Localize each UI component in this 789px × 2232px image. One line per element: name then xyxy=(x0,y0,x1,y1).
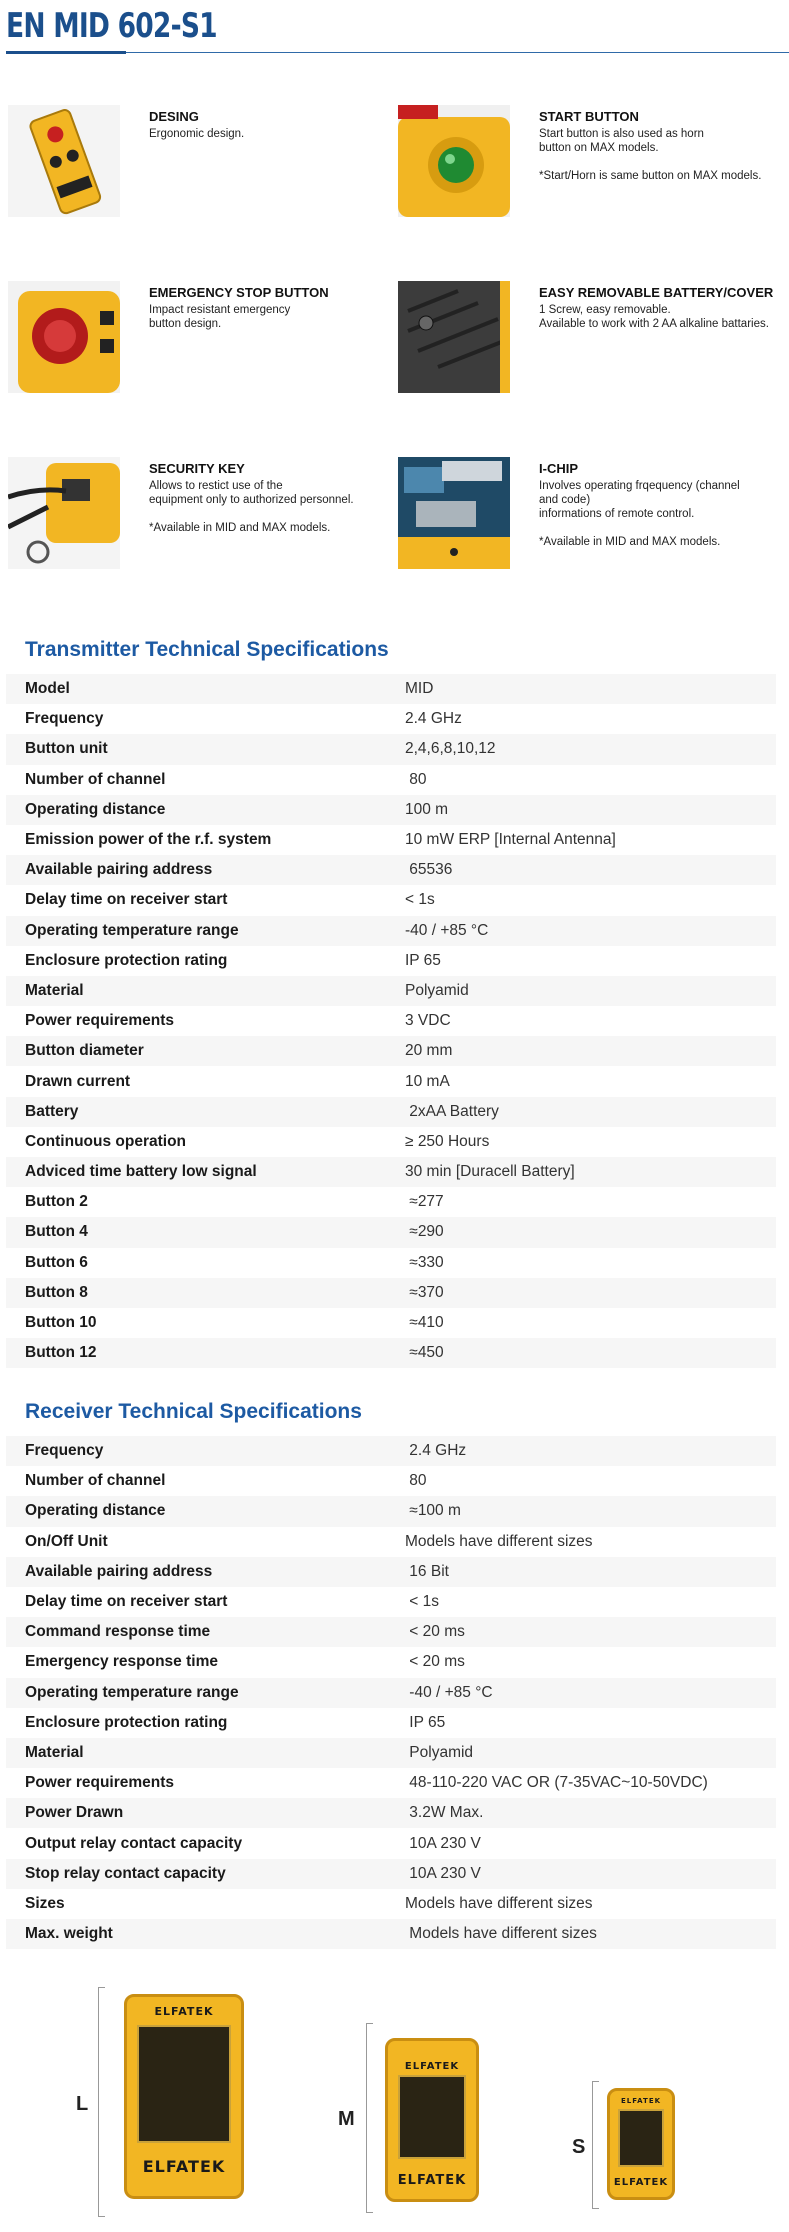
spec-value: -40 / +85 °C xyxy=(405,1683,493,1701)
box-brand: ELFATEK xyxy=(613,2177,669,2188)
spec-value: 3 VDC xyxy=(405,1012,451,1030)
spec-key: Frequency xyxy=(25,1442,104,1460)
box-brand: ELFATEK xyxy=(142,2157,226,2176)
receiver-box-large xyxy=(124,1994,244,2199)
spec-value: 10A 230 V xyxy=(405,1864,481,1882)
size-label-l: L xyxy=(76,2093,89,2115)
feature-description: Allows to restict use of the equipment only to authorized personnel. *Available in MID and MAX models. xyxy=(149,480,354,534)
spec-key: Power requirements xyxy=(25,1012,175,1030)
spec-row xyxy=(6,1708,776,1738)
spec-row xyxy=(6,1828,776,1858)
spec-row xyxy=(6,1678,776,1708)
spec-row xyxy=(6,1496,776,1526)
spec-key: Emission power of the r.f. system xyxy=(25,831,272,849)
feature-title: DESING xyxy=(149,109,199,124)
spec-value: MID xyxy=(405,680,434,698)
spec-key: Drawn current xyxy=(25,1072,131,1090)
spec-row xyxy=(6,1006,776,1036)
spec-row xyxy=(6,1036,776,1066)
spec-value: Polyamid xyxy=(405,981,469,999)
spec-key: Power requirements xyxy=(25,1774,175,1792)
spec-key: Operating temperature range xyxy=(25,921,239,939)
spec-key: Operating distance xyxy=(25,800,166,818)
spec-value: ≈410 xyxy=(405,1314,444,1332)
battery-cover-image xyxy=(398,281,510,393)
spec-value: Models have different sizes xyxy=(405,1532,593,1550)
spec-row xyxy=(6,765,776,795)
spec-value: ≈370 xyxy=(405,1283,444,1301)
size-label-s: S xyxy=(572,2136,586,2158)
spec-row xyxy=(6,1127,776,1157)
spec-row xyxy=(6,734,776,764)
transmitter-specs-title: Transmitter Technical Specifications xyxy=(25,638,389,661)
spec-key: On/Off Unit xyxy=(25,1532,108,1550)
spec-key: Button 8 xyxy=(25,1283,88,1301)
spec-key: Frequency xyxy=(25,710,104,728)
spec-key: Battery xyxy=(25,1102,79,1120)
spec-row xyxy=(6,1466,776,1496)
spec-value: 2.4 GHz xyxy=(405,1442,467,1460)
box-brand: ELFATEK xyxy=(397,2173,467,2188)
spec-value: 80 xyxy=(405,1472,427,1490)
spec-row xyxy=(6,1097,776,1127)
spec-row xyxy=(6,1217,776,1247)
spec-row xyxy=(6,1187,776,1217)
spec-value: IP 65 xyxy=(405,1713,446,1731)
spec-key: Available pairing address xyxy=(25,861,213,879)
size-bracket-l xyxy=(98,1987,105,2217)
spec-value: 48-110-220 VAC OR (7-35VAC~10-50VDC) xyxy=(405,1774,708,1792)
spec-value: < 20 ms xyxy=(405,1623,465,1641)
spec-value: 100 m xyxy=(405,800,449,818)
spec-key: Emergency response time xyxy=(25,1653,218,1671)
spec-row xyxy=(6,855,776,885)
spec-value: 16 Bit xyxy=(405,1562,449,1580)
spec-value: 10A 230 V xyxy=(405,1834,481,1852)
spec-value: 10 mA xyxy=(405,1072,450,1090)
feature-title: SECURITY KEY xyxy=(149,461,245,476)
spec-value: 10 mW ERP [Internal Antenna] xyxy=(405,831,616,849)
spec-key: Output relay contact capacity xyxy=(25,1834,243,1852)
spec-key: Delay time on receiver start xyxy=(25,891,228,909)
spec-key: Stop relay contact capacity xyxy=(25,1864,226,1882)
feature-description: Start button is also used as horn button on MAX models. *Start/Horn is same button on MAX models. xyxy=(539,128,762,182)
spec-key: Button 12 xyxy=(25,1344,97,1362)
box-label-panel xyxy=(137,2025,231,2143)
remote-control-image xyxy=(8,105,120,217)
header-divider-accent xyxy=(6,51,126,54)
transmitter-specs-table xyxy=(6,674,776,1368)
box-label-panel xyxy=(398,2075,466,2159)
spec-row xyxy=(6,1557,776,1587)
spec-key: Model xyxy=(25,680,70,698)
spec-key: Material xyxy=(25,1743,84,1761)
spec-value: ≈330 xyxy=(405,1253,444,1271)
feature-description: 1 Screw, easy removable. Available to work with 2 AA alkaline battaries. xyxy=(539,304,769,330)
spec-key: Adviced time battery low signal xyxy=(25,1163,257,1181)
emergency-stop-image xyxy=(8,281,120,393)
spec-row xyxy=(6,1338,776,1368)
spec-key: Button unit xyxy=(25,740,108,758)
start-button-image xyxy=(398,105,510,217)
security-key-image xyxy=(8,457,120,569)
spec-value: Models have different sizes xyxy=(405,1894,593,1912)
spec-key: Sizes xyxy=(25,1894,65,1912)
spec-row xyxy=(6,916,776,946)
feature-emergency-stop xyxy=(8,281,388,399)
spec-value: ≈450 xyxy=(405,1344,444,1362)
spec-row xyxy=(6,1278,776,1308)
spec-row xyxy=(6,1798,776,1828)
spec-row xyxy=(6,885,776,915)
spec-row xyxy=(6,1647,776,1677)
page-title: EN MID 602-S1 xyxy=(6,6,217,46)
box-top-brand: ELFATEK xyxy=(620,2097,662,2105)
spec-value: 2xAA Battery xyxy=(405,1102,499,1120)
spec-row xyxy=(6,1919,776,1949)
size-bracket-m xyxy=(366,2023,373,2213)
spec-key: Number of channel xyxy=(25,770,166,788)
receiver-specs-table xyxy=(6,1436,776,1949)
spec-key: Button 10 xyxy=(25,1314,97,1332)
feature-description: Impact resistant emergency button design. xyxy=(149,304,291,330)
spec-key: Button 2 xyxy=(25,1193,88,1211)
spec-row xyxy=(6,1527,776,1557)
size-bracket-s xyxy=(592,2081,599,2209)
feature-description: Involves operating frqequency (channel and code) informations of remote control. *Available in MID and MAX models. xyxy=(539,480,740,548)
spec-row xyxy=(6,1157,776,1187)
spec-value: 3.2W Max. xyxy=(405,1804,484,1822)
feature-title: EASY REMOVABLE BATTERY/COVER xyxy=(539,285,774,300)
spec-value: 20 mm xyxy=(405,1042,453,1060)
spec-row xyxy=(6,674,776,704)
spec-key: Command response time xyxy=(25,1623,211,1641)
spec-value: ≈290 xyxy=(405,1223,444,1241)
feature-title: START BUTTON xyxy=(539,109,639,124)
feature-start-button xyxy=(398,105,778,223)
receiver-box-medium xyxy=(385,2038,479,2202)
spec-key: Number of channel xyxy=(25,1472,166,1490)
feature-title: I-CHIP xyxy=(539,461,578,476)
spec-row xyxy=(6,704,776,734)
spec-key: Operating distance xyxy=(25,1502,166,1520)
spec-row xyxy=(6,1308,776,1338)
spec-value: < 20 ms xyxy=(405,1653,465,1671)
spec-row xyxy=(6,1436,776,1466)
spec-row xyxy=(6,825,776,855)
box-top-brand: ELFATEK xyxy=(404,2061,460,2072)
spec-value: 65536 xyxy=(405,861,453,879)
spec-key: Enclosure protection rating xyxy=(25,1713,228,1731)
spec-key: Max. weight xyxy=(25,1925,113,1943)
feature-desing xyxy=(8,105,388,223)
spec-row xyxy=(6,1248,776,1278)
spec-key: Power Drawn xyxy=(25,1804,124,1822)
spec-value: ≈277 xyxy=(405,1193,444,1211)
receiver-specs-title: Receiver Technical Specifications xyxy=(25,1400,362,1423)
spec-value: 80 xyxy=(405,770,427,788)
feature-description: Ergonomic design. xyxy=(149,128,245,140)
spec-value: ≥ 250 Hours xyxy=(405,1132,490,1150)
spec-value: IP 65 xyxy=(405,951,441,969)
spec-key: Button 4 xyxy=(25,1223,88,1241)
spec-row xyxy=(6,1768,776,1798)
box-top-brand: ELFATEK xyxy=(154,2005,214,2018)
spec-key: Button 6 xyxy=(25,1253,88,1271)
spec-row xyxy=(6,1738,776,1768)
spec-key: Operating temperature range xyxy=(25,1683,239,1701)
spec-value: 2.4 GHz xyxy=(405,710,462,728)
spec-key: Available pairing address xyxy=(25,1562,213,1580)
feature-security-key xyxy=(8,457,388,575)
spec-value: Models have different sizes xyxy=(405,1925,597,1943)
spec-row xyxy=(6,1066,776,1096)
spec-value: < 1s xyxy=(405,1593,440,1611)
size-label-m: M xyxy=(338,2108,355,2130)
spec-row xyxy=(6,795,776,825)
feature-title: EMERGENCY STOP BUTTON xyxy=(149,285,329,300)
spec-row xyxy=(6,1617,776,1647)
spec-row xyxy=(6,976,776,1006)
receiver-box-small xyxy=(607,2088,675,2200)
spec-value: 30 min [Duracell Battery] xyxy=(405,1163,575,1181)
i-chip-image xyxy=(398,457,510,569)
box-label-panel xyxy=(618,2109,664,2167)
spec-key: Delay time on receiver start xyxy=(25,1593,228,1611)
page-header xyxy=(0,0,789,60)
feature-battery-cover xyxy=(398,281,778,399)
spec-value: ≈100 m xyxy=(405,1502,461,1520)
spec-value: 2,4,6,8,10,12 xyxy=(405,740,496,758)
spec-key: Continuous operation xyxy=(25,1132,187,1150)
spec-value: Polyamid xyxy=(405,1743,474,1761)
spec-key: Button diameter xyxy=(25,1042,144,1060)
spec-row xyxy=(6,1889,776,1919)
spec-row xyxy=(6,1587,776,1617)
spec-row xyxy=(6,1859,776,1889)
spec-value: -40 / +85 °C xyxy=(405,921,489,939)
feature-i-chip xyxy=(398,457,778,575)
spec-value: < 1s xyxy=(405,891,435,909)
spec-key: Material xyxy=(25,981,84,999)
spec-row xyxy=(6,946,776,976)
spec-key: Enclosure protection rating xyxy=(25,951,228,969)
